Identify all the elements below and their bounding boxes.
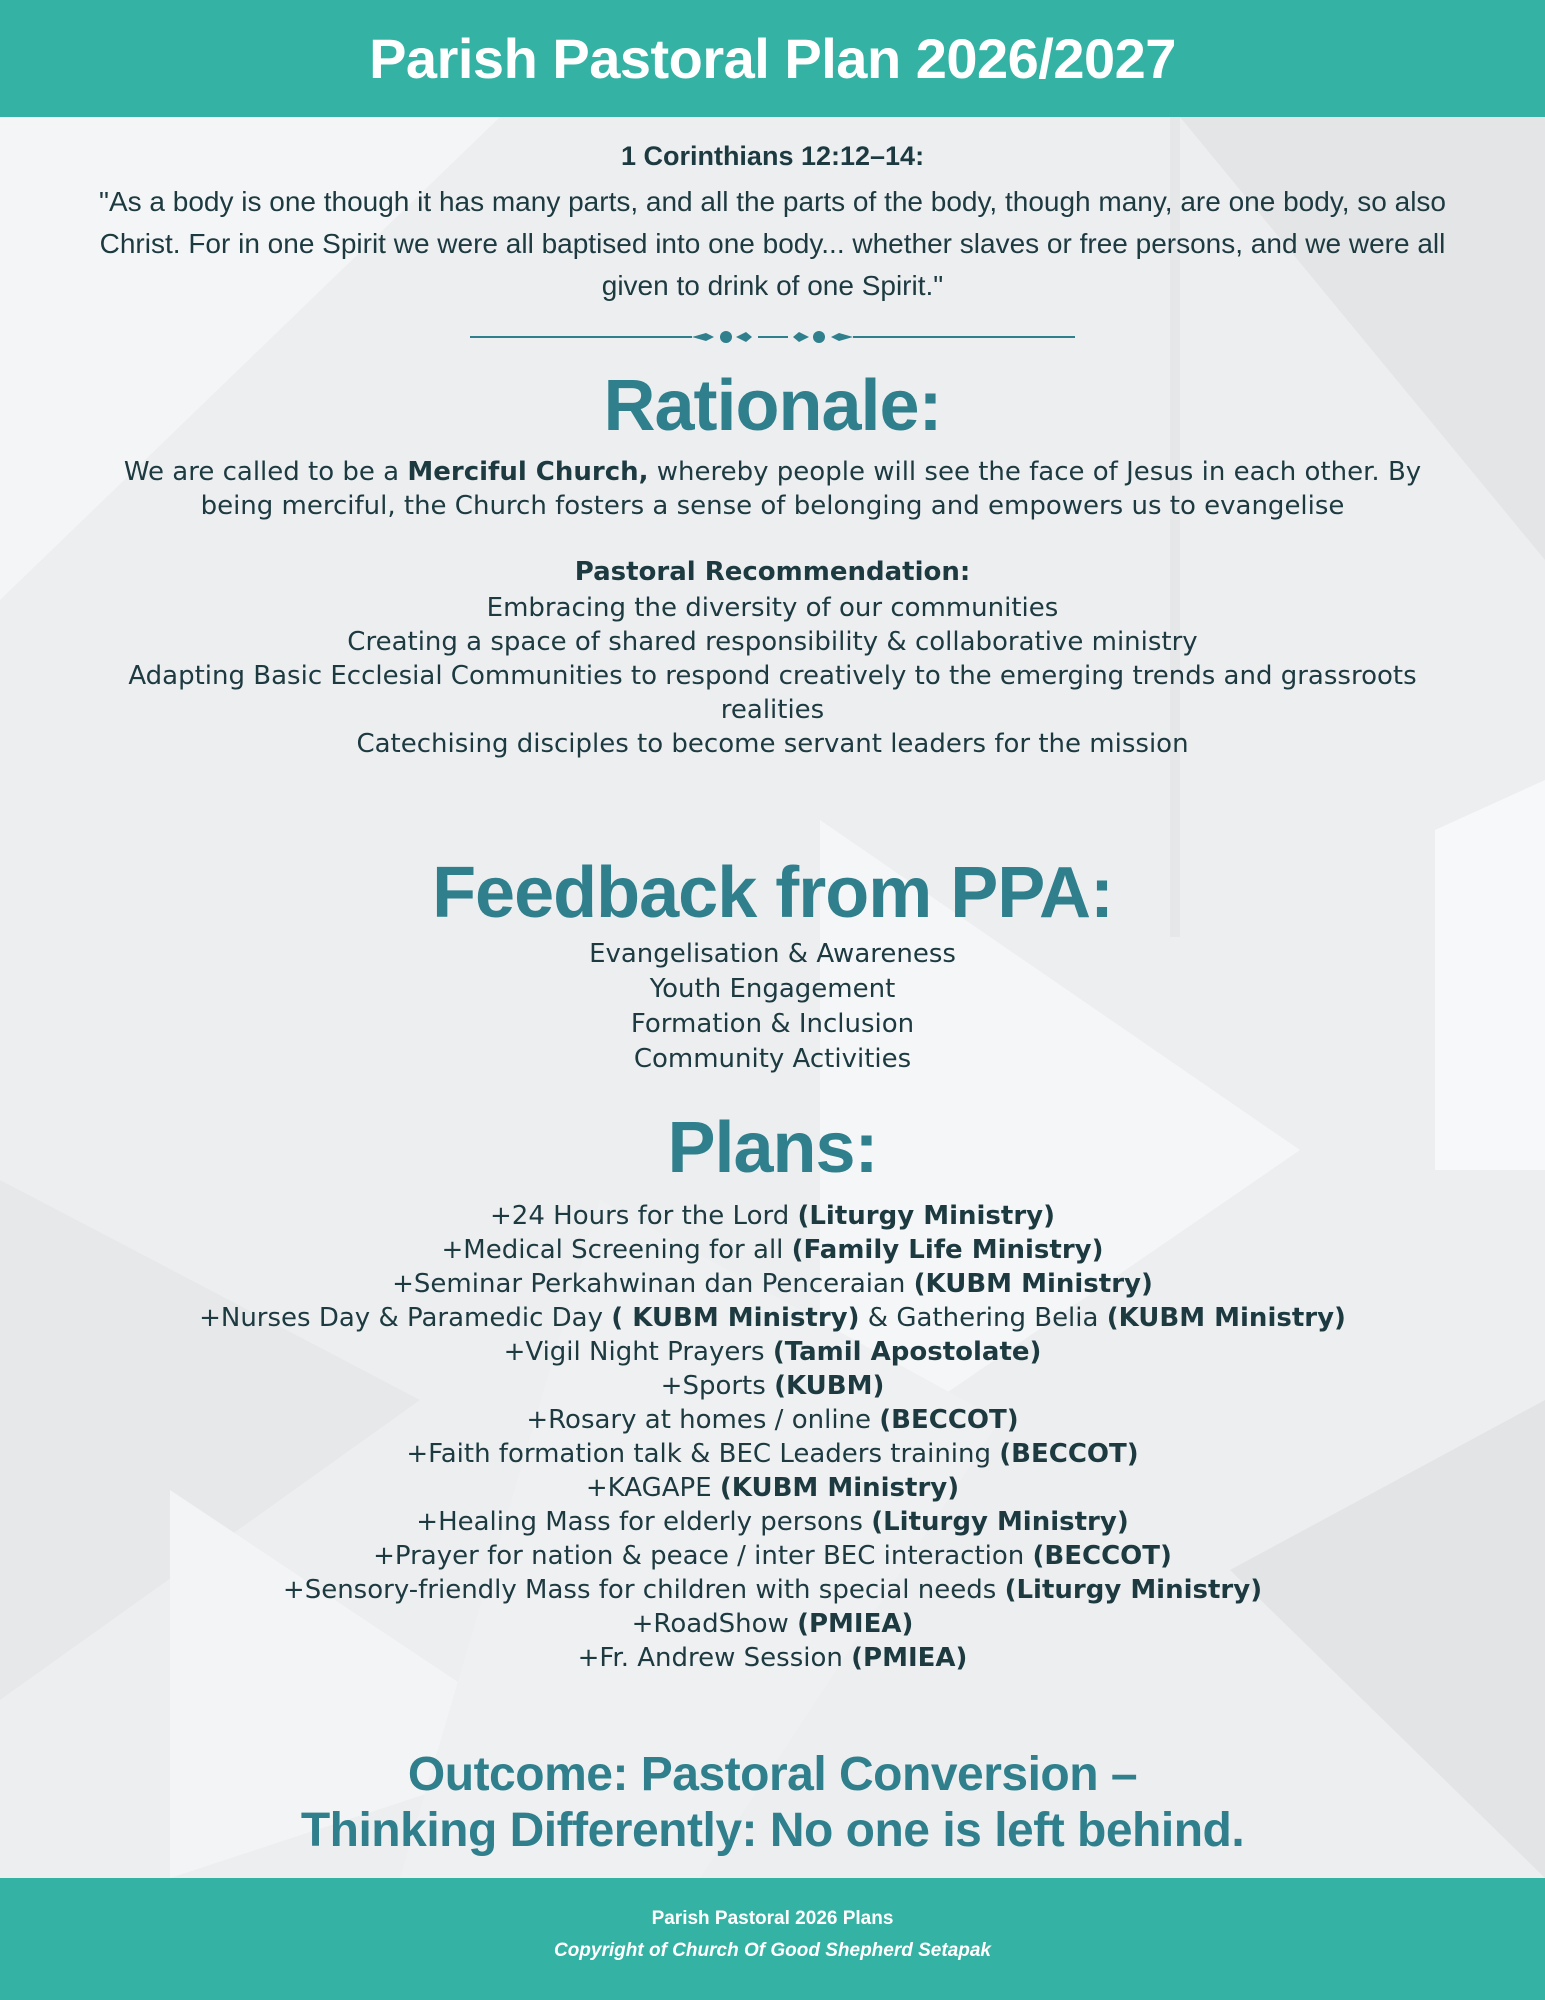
plan-text: +Nurses Day & Paramedic Day	[199, 1303, 612, 1333]
plan-text: +Rosary at homes / online	[526, 1405, 880, 1435]
recommendation-title: Pastoral Recommendation:	[574, 557, 971, 587]
plan-ministry: (PMIEA)	[797, 1609, 914, 1639]
plan-item	[0, 1233, 1545, 1267]
verse-text: "As a body is one though it has many parts, and all the parts of the body, though many, are one body, so also Christ. For in one Spirit we were all baptised into one body... whether slaves or free persons, and we were all given to drink of one Spirit."	[99, 186, 1446, 301]
plan-ministry: (BECCOT)	[879, 1405, 1019, 1435]
recommendation-item: Embracing the diversity of our communities	[486, 593, 1059, 623]
plan-text: +Medical Screening for all	[441, 1235, 792, 1265]
plan-text: +Sports	[660, 1371, 775, 1401]
plan-text: +Seminar Perkahwinan dan Penceraian	[392, 1269, 914, 1299]
page-title: Parish Pastoral Plan 2026/2027	[369, 27, 1176, 90]
plan-ministry: (KUBM Ministry)	[913, 1269, 1153, 1299]
plan-item	[0, 1505, 1545, 1539]
footer-title: Parish Pastoral 2026 Plans	[651, 1908, 894, 1929]
plan-ministry: (Liturgy Ministry)	[871, 1507, 1129, 1537]
plan-ministry: (Family Life Ministry)	[791, 1235, 1104, 1265]
plan-ministry: (PMIEA)	[851, 1643, 968, 1673]
recommendation-item: Adapting Basic Ecclesial Communities to respond creatively to the emerging trends and grassroots realities	[128, 661, 1417, 725]
plan-text: +Fr. Andrew Session	[577, 1643, 852, 1673]
verse-reference: 1 Corinthians 12:12–14:	[620, 141, 925, 171]
plan-ministry: (Liturgy Ministry)	[1004, 1575, 1263, 1605]
page-footer	[0, 1878, 1545, 2000]
ornamental-divider	[470, 325, 1075, 349]
plans-list	[0, 1199, 1545, 1675]
plan-text: +24 Hours for the Lord	[490, 1201, 798, 1231]
plan-ministry: (KUBM Ministry)	[719, 1473, 960, 1503]
feedback-heading: Feedback from PPA:	[432, 853, 1113, 933]
plan-item	[0, 1267, 1545, 1301]
plan-text: +RoadShow	[631, 1609, 798, 1639]
plan-ministry: (KUBM Ministry)	[1106, 1303, 1346, 1333]
plan-item	[0, 1607, 1545, 1641]
feedback-item: Evangelisation & Awareness	[589, 939, 956, 969]
plan-ministry: (Liturgy Ministry)	[797, 1201, 1055, 1231]
outcome-line: Outcome: Pastoral Conversion –	[407, 1748, 1138, 1801]
feedback-item: Youth Engagement	[649, 974, 896, 1004]
plan-item	[0, 1369, 1545, 1403]
rationale-text-bold: Merciful Church,	[407, 457, 649, 487]
plan-ministry: (BECCOT)	[1032, 1541, 1172, 1571]
feedback-list	[0, 937, 1545, 1077]
plan-text: +Prayer for nation & peace / inter BEC interaction	[373, 1541, 1033, 1571]
outcome-statement	[0, 1747, 1545, 1859]
rationale-text-end: whereby people will see the face of Jesus in each other. By being merciful, the Church fosters a sense of belonging and empowers us to evangelise	[200, 457, 1422, 521]
recommendation-list	[90, 591, 1455, 761]
plan-text: +Faith formation talk & BEC Leaders training	[406, 1439, 1000, 1469]
plan-text: +Vigil Night Prayers	[503, 1337, 773, 1367]
plan-text: +KAGAPE	[585, 1473, 720, 1503]
plan-text: & Gathering Belia	[859, 1303, 1107, 1333]
recommendation-item: Catechising disciples to become servant leaders for the mission	[356, 729, 1189, 759]
rationale-text-start: We are called to be a	[123, 457, 408, 487]
page-header	[0, 0, 1545, 117]
plan-item	[0, 1573, 1545, 1607]
plan-ministry: (BECCOT)	[999, 1439, 1139, 1469]
plan-text: +Sensory-friendly Mass for children with special needs	[282, 1575, 1005, 1605]
plan-ministry: ( KUBM Ministry)	[611, 1303, 860, 1333]
feedback-item: Community Activities	[633, 1044, 912, 1074]
plan-item	[0, 1641, 1545, 1675]
plan-ministry: (Tamil Apostolate)	[772, 1337, 1042, 1367]
plan-item	[0, 1471, 1545, 1505]
plan-item	[0, 1199, 1545, 1233]
plan-text: +Healing Mass for elderly persons	[416, 1507, 872, 1537]
plan-item	[0, 1301, 1545, 1335]
outcome-line: Thinking Differently: No one is left behind.	[300, 1804, 1245, 1857]
recommendation-item: Creating a space of shared responsibility & collaborative ministry	[347, 627, 1198, 657]
plan-ministry: (KUBM)	[774, 1371, 885, 1401]
rationale-text	[90, 455, 1455, 523]
plan-item	[0, 1539, 1545, 1573]
plan-item	[0, 1335, 1545, 1369]
footer-copyright: Copyright of Church Of Good Shepherd Setapak	[553, 1940, 992, 1961]
rationale-heading: Rationale:	[603, 366, 942, 446]
feedback-item: Formation & Inclusion	[630, 1009, 915, 1039]
plan-item	[0, 1403, 1545, 1437]
plans-heading: Plans:	[667, 1108, 878, 1188]
plan-item	[0, 1437, 1545, 1471]
